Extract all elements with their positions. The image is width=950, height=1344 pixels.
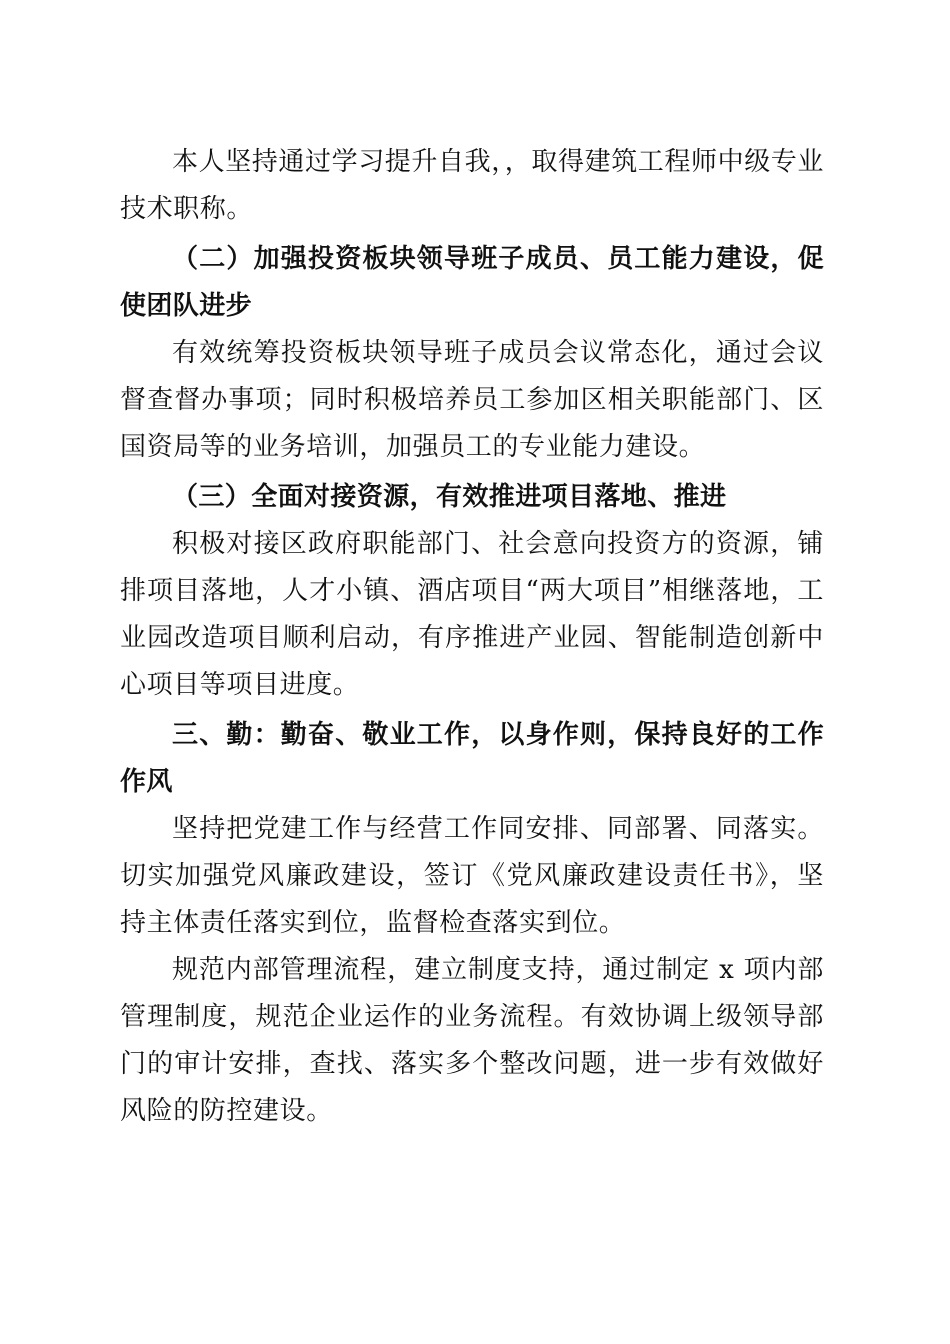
document-page (120, 139, 824, 1135)
subheading-team-building: （二）加强投资板块领导班子成员、员工能力建设，促使团队进步 (120, 244, 824, 321)
paragraph-team-building: 有效统筹投资板块领导班子成员会议常态化，通过会议督查督办事项；同时积极培养员工参加区相关职能部门、区国资局等的业务培训，加强员工的专业能力建设。 (120, 338, 824, 462)
paragraph-self-study: 本人坚持通过学习提升自我，，取得建筑工程师中级专业技术职称。 (120, 147, 825, 224)
paragraph-internal-management: 规范内部管理流程，建立制度支持，通过制定 x 项内部管理制度，规范企业运作的业务流程。有效协调上级领导部门的审计安排，查找、落实多个整改问题，进一步有效做好风险的防控建设。 (120, 955, 824, 1126)
section-heading-diligence: 三、勤：勤奋、敬业工作，以身作则，保持良好的工作作风 (120, 720, 824, 797)
paragraph-party-building: 坚持把党建工作与经营工作同安排、同部署、同落实。切实加强党风廉政建设，签订《党风廉政建设责任书》，坚持主体责任落实到位，监督检查落实到位。 (120, 814, 824, 938)
subheading-resources: （三）全面对接资源，有效推进项目落地、推进 (172, 482, 727, 512)
paragraph-resources: 积极对接区政府职能部门、社会意向投资方的资源，铺排项目落地，人才小镇、酒店项目“两大项目”相继落地，工业园改造项目顺利启动，有序推进产业园、智能制造创新中心项目等项目进度。 (120, 529, 824, 700)
